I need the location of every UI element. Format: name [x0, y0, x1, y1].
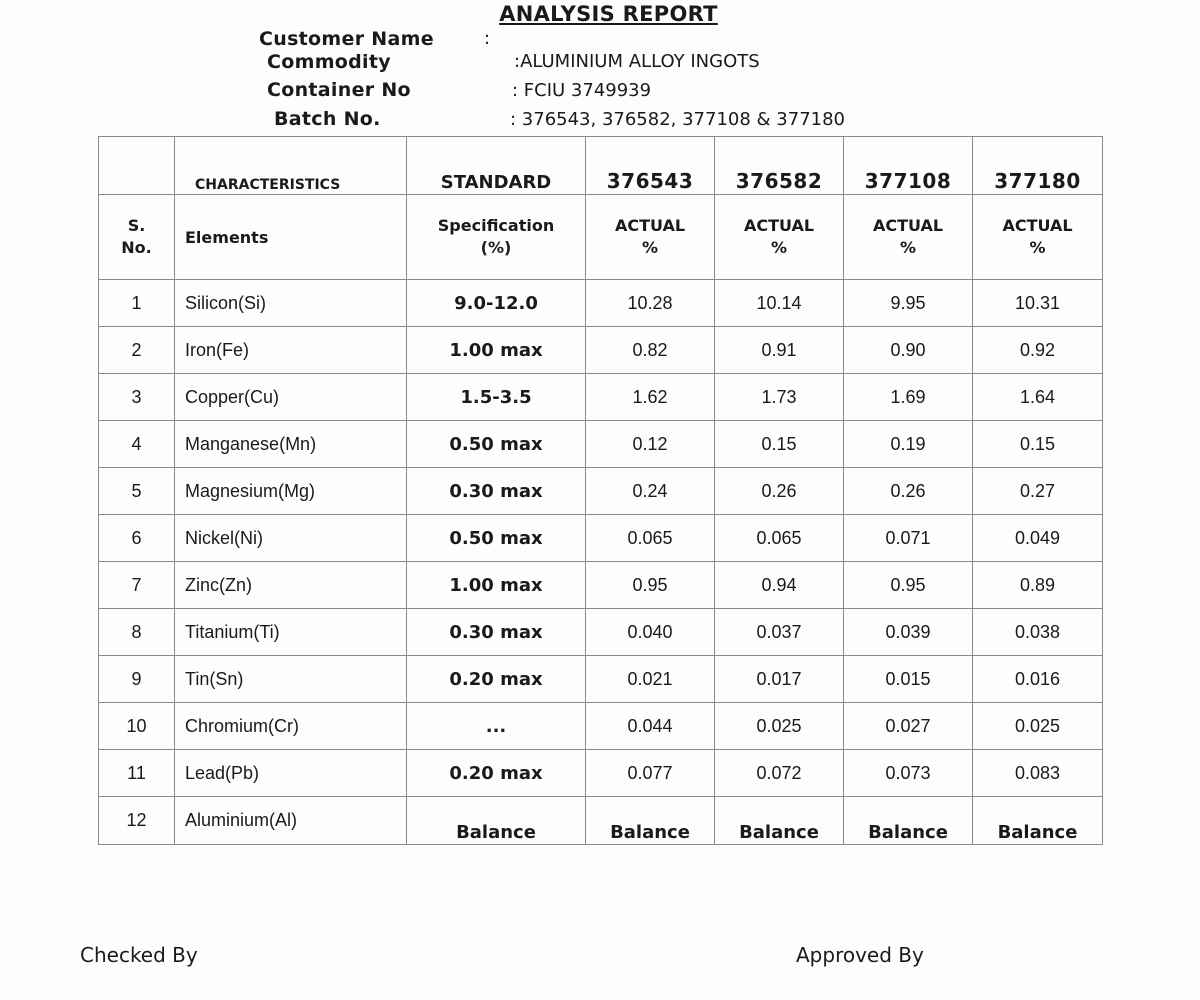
container-no-value: : FCIU 3749939 [512, 80, 652, 101]
header-sno-line2: No. [121, 238, 152, 257]
row-actual-value-4: 0.27 [973, 468, 1103, 515]
header-actual-line2: % [1029, 238, 1046, 257]
row-actual-value-2: 0.072 [715, 750, 844, 797]
row-standard: 0.30 max [407, 609, 586, 656]
row-actual-value-1: 0.040 [586, 609, 715, 656]
analysis-table [98, 136, 1103, 845]
commodity-label: Commodity [267, 51, 391, 73]
table-row [99, 562, 1103, 609]
row-element: Manganese(Mn) [175, 421, 407, 468]
header-actual-4 [973, 195, 1103, 280]
header-batch-4: 377180 [973, 137, 1103, 195]
header-standard: STANDARD [407, 137, 586, 195]
row-actual-value-2: 0.065 [715, 515, 844, 562]
header-actual-line1: ACTUAL [743, 216, 815, 235]
row-actual-value-3: 0.073 [844, 750, 973, 797]
row-actual-value-2: Balance [715, 797, 844, 845]
customer-name-value: : [484, 28, 491, 49]
header-actual-line1: ACTUAL [614, 216, 686, 235]
row-actual-value-1: Balance [586, 797, 715, 845]
header-sno-line1: S. [127, 216, 146, 235]
row-element: Magnesium(Mg) [175, 468, 407, 515]
row-standard: 0.50 max [407, 421, 586, 468]
row-standard: Balance [407, 797, 586, 845]
header-actual-2 [715, 195, 844, 280]
row-actual-value-2: 0.037 [715, 609, 844, 656]
header-actual-1 [586, 195, 715, 280]
row-sno: 8 [99, 609, 175, 656]
row-actual-value-4: 0.016 [973, 656, 1103, 703]
row-actual-value-1: 0.077 [586, 750, 715, 797]
table-row [99, 656, 1103, 703]
row-actual-value-3: 9.95 [844, 280, 973, 327]
row-actual-value-1: 1.62 [586, 374, 715, 421]
table-row [99, 515, 1103, 562]
row-actual-value-2: 0.017 [715, 656, 844, 703]
header-characteristics: CHARACTERISTICS [175, 137, 407, 195]
row-standard: 1.00 max [407, 562, 586, 609]
table-row [99, 327, 1103, 374]
row-element: Chromium(Cr) [175, 703, 407, 750]
header-actual-line1: ACTUAL [872, 216, 944, 235]
row-actual-value-4: 10.31 [973, 280, 1103, 327]
row-actual-value-1: 10.28 [586, 280, 715, 327]
row-actual-value-2: 0.91 [715, 327, 844, 374]
row-sno: 1 [99, 280, 175, 327]
row-actual-value-3: 0.015 [844, 656, 973, 703]
row-sno: 11 [99, 750, 175, 797]
header-spec-line1: Specification [437, 216, 555, 235]
row-element: Zinc(Zn) [175, 562, 407, 609]
row-actual-value-3: 0.19 [844, 421, 973, 468]
row-actual-value-1: 0.065 [586, 515, 715, 562]
header-empty-cell [99, 137, 175, 195]
row-actual-value-3: 0.039 [844, 609, 973, 656]
row-element: Nickel(Ni) [175, 515, 407, 562]
table-row [99, 750, 1103, 797]
row-element: Iron(Fe) [175, 327, 407, 374]
row-actual-value-2: 1.73 [715, 374, 844, 421]
row-actual-value-3: 0.027 [844, 703, 973, 750]
row-actual-value-2: 0.15 [715, 421, 844, 468]
header-batch-2: 376582 [715, 137, 844, 195]
row-sno: 2 [99, 327, 175, 374]
row-actual-value-4: 0.038 [973, 609, 1103, 656]
row-actual-value-4: 0.049 [973, 515, 1103, 562]
row-actual-value-3: 0.90 [844, 327, 973, 374]
row-element: Aluminium(Al) [175, 797, 407, 845]
row-sno: 10 [99, 703, 175, 750]
row-actual-value-4: 0.89 [973, 562, 1103, 609]
row-standard: 0.30 max [407, 468, 586, 515]
row-actual-value-2: 10.14 [715, 280, 844, 327]
header-elements: Elements [175, 195, 407, 280]
commodity-value: :ALUMINIUM ALLOY INGOTS [514, 51, 760, 72]
table-row [99, 280, 1103, 327]
header-batch-3: 377108 [844, 137, 973, 195]
table-row [99, 703, 1103, 750]
row-actual-value-3: 1.69 [844, 374, 973, 421]
row-standard: 1.00 max [407, 327, 586, 374]
header-sno [99, 195, 175, 280]
row-sno: 12 [99, 797, 175, 845]
header-batch-1: 376543 [586, 137, 715, 195]
header-actual-3 [844, 195, 973, 280]
row-actual-value-2: 0.025 [715, 703, 844, 750]
row-actual-value-1: 0.044 [586, 703, 715, 750]
row-actual-value-1: 0.021 [586, 656, 715, 703]
header-actual-line2: % [899, 238, 917, 257]
row-element: Lead(Pb) [175, 750, 407, 797]
row-actual-value-4: 0.15 [973, 421, 1103, 468]
row-actual-value-1: 0.12 [586, 421, 715, 468]
approved-by-label: Approved By [796, 943, 924, 967]
row-actual-value-3: 0.95 [844, 562, 973, 609]
header-row-characteristics [99, 137, 1103, 195]
customer-name-label: Customer Name [259, 28, 434, 50]
checked-by-label: Checked By [80, 943, 198, 967]
table-row [99, 797, 1103, 845]
row-standard: 9.0-12.0 [407, 280, 586, 327]
header-specification [407, 195, 586, 280]
row-sno: 3 [99, 374, 175, 421]
row-actual-value-3: 0.26 [844, 468, 973, 515]
header-spec-line2: (%) [480, 238, 512, 257]
header-actual-line2: % [641, 238, 659, 257]
row-standard: 0.20 max [407, 656, 586, 703]
row-actual-value-1: 0.95 [586, 562, 715, 609]
table-row [99, 468, 1103, 515]
row-sno: 6 [99, 515, 175, 562]
header-actual-line2: % [770, 238, 788, 257]
row-actual-value-4: 0.92 [973, 327, 1103, 374]
row-actual-value-4: 0.083 [973, 750, 1103, 797]
row-sno: 7 [99, 562, 175, 609]
batch-no-label: Batch No. [274, 108, 381, 130]
row-sno: 9 [99, 656, 175, 703]
table-row [99, 609, 1103, 656]
row-element: Copper(Cu) [175, 374, 407, 421]
header-actual-line1: ACTUAL [1002, 216, 1073, 235]
report-title: ANALYSIS REPORT [499, 2, 718, 26]
row-actual-value-2: 0.94 [715, 562, 844, 609]
header-row-units [99, 195, 1103, 280]
row-sno: 5 [99, 468, 175, 515]
row-actual-value-4: Balance [973, 797, 1103, 845]
row-actual-value-1: 0.24 [586, 468, 715, 515]
row-actual-value-3: Balance [844, 797, 973, 845]
row-actual-value-1: 0.82 [586, 327, 715, 374]
row-actual-value-4: 1.64 [973, 374, 1103, 421]
row-element: Titanium(Ti) [175, 609, 407, 656]
row-element: Tin(Sn) [175, 656, 407, 703]
row-actual-value-2: 0.26 [715, 468, 844, 515]
batch-no-value: : 376543, 376582, 377108 & 377180 [510, 109, 846, 130]
table-row [99, 374, 1103, 421]
row-standard: 0.50 max [407, 515, 586, 562]
table-row [99, 421, 1103, 468]
row-actual-value-4: 0.025 [973, 703, 1103, 750]
row-sno: 4 [99, 421, 175, 468]
row-standard: 0.20 max [407, 750, 586, 797]
row-standard: 1.5-3.5 [407, 374, 586, 421]
container-no-label: Container No [267, 79, 411, 101]
row-element: Silicon(Si) [175, 280, 407, 327]
row-actual-value-3: 0.071 [844, 515, 973, 562]
row-standard: ... [407, 703, 586, 750]
